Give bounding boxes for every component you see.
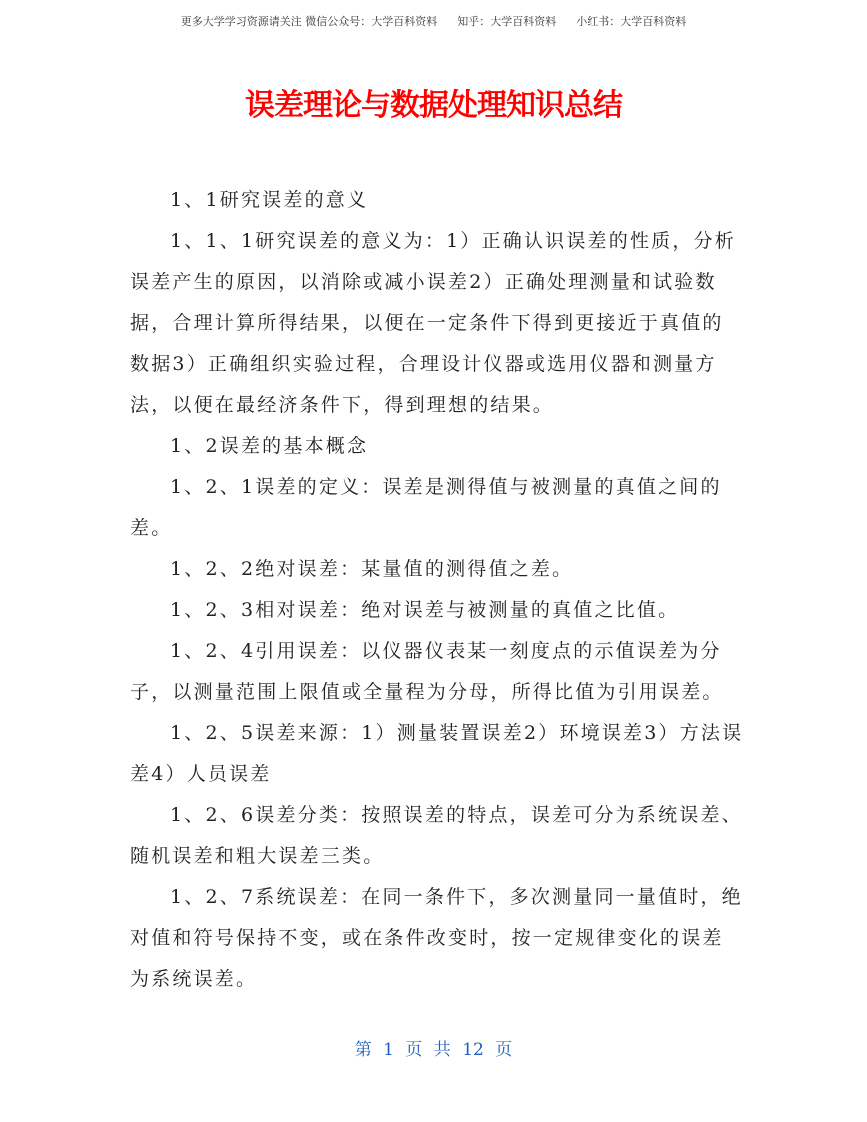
paragraph bbox=[130, 221, 745, 426]
paragraph-line: 据，合理计算所得结果，以便在一定条件下得到更接近于真值的 bbox=[130, 312, 724, 334]
header-promo: 更多大学学习资源请关注 微信公众号：大学百科资料 bbox=[180, 15, 438, 28]
paragraph bbox=[130, 877, 745, 1000]
header-xiaohongshu: 小红书：大学百科资料 bbox=[576, 15, 687, 28]
header-zhihu: 知乎：大学百科资料 bbox=[457, 15, 557, 28]
paragraph-line: 1、2、5误差来源：1）测量装置误差2）环境误差3）方法误 bbox=[170, 722, 744, 744]
paragraph-line: 1、2误差的基本概念 bbox=[170, 435, 369, 457]
paragraph-line: 差。 bbox=[130, 517, 173, 539]
paragraph-line: 1、2、2绝对误差：某量值的测得值之差。 bbox=[170, 558, 574, 580]
paragraph-line: 1、1、1研究误差的意义为：1）正确认识误差的性质，分析 bbox=[170, 230, 736, 252]
paragraph bbox=[130, 713, 745, 795]
paragraph-line: 误差产生的原因，以消除或减小误差2）正确处理测量和试验数 bbox=[130, 271, 717, 293]
paragraph-line: 对值和符号保持不变，或在条件改变时，按一定规律变化的误差 bbox=[130, 927, 724, 949]
paragraph-line: 1、2、1误差的定义：误差是测得值与被测量的真值之间的 bbox=[170, 476, 722, 498]
paragraph-line: 子，以测量范围上限值或全量程为分母，所得比值为引用误差。 bbox=[130, 681, 724, 703]
paragraph bbox=[130, 180, 745, 221]
paragraph bbox=[130, 795, 745, 877]
page-number: 第 1 页 共 12 页 bbox=[354, 1040, 513, 1060]
paragraph-line: 随机误差和粗大误差三类。 bbox=[130, 845, 385, 867]
document-body bbox=[130, 180, 745, 1000]
paragraph-line: 1、2、3相对误差：绝对误差与被测量的真值之比值。 bbox=[170, 599, 680, 621]
paragraph bbox=[130, 426, 745, 467]
paragraph-line: 法，以便在最经济条件下，得到理想的结果。 bbox=[130, 394, 555, 416]
paragraph bbox=[130, 467, 745, 549]
paragraph bbox=[130, 549, 745, 590]
paragraph bbox=[130, 590, 745, 631]
paragraph-line: 差4）人员误差 bbox=[130, 763, 272, 785]
paragraph-line: 1、2、4引用误差：以仪器仪表某一刻度点的示值误差为分 bbox=[170, 640, 722, 662]
page-header bbox=[0, 13, 867, 29]
paragraph bbox=[130, 631, 745, 713]
document-title: 误差理论与数据处理知识总结 bbox=[245, 88, 622, 123]
paragraph-line: 1、2、6误差分类：按照误差的特点，误差可分为系统误差、 bbox=[170, 804, 743, 826]
paragraph-line: 1、2、7系统误差：在同一条件下，多次测量同一量值时，绝 bbox=[170, 886, 743, 908]
paragraph-line: 1、1研究误差的意义 bbox=[170, 189, 369, 211]
paragraph-line: 数据3）正确组织实验过程，合理设计仪器或选用仪器和测量方 bbox=[130, 353, 717, 375]
paragraph-line: 为系统误差。 bbox=[130, 968, 258, 990]
